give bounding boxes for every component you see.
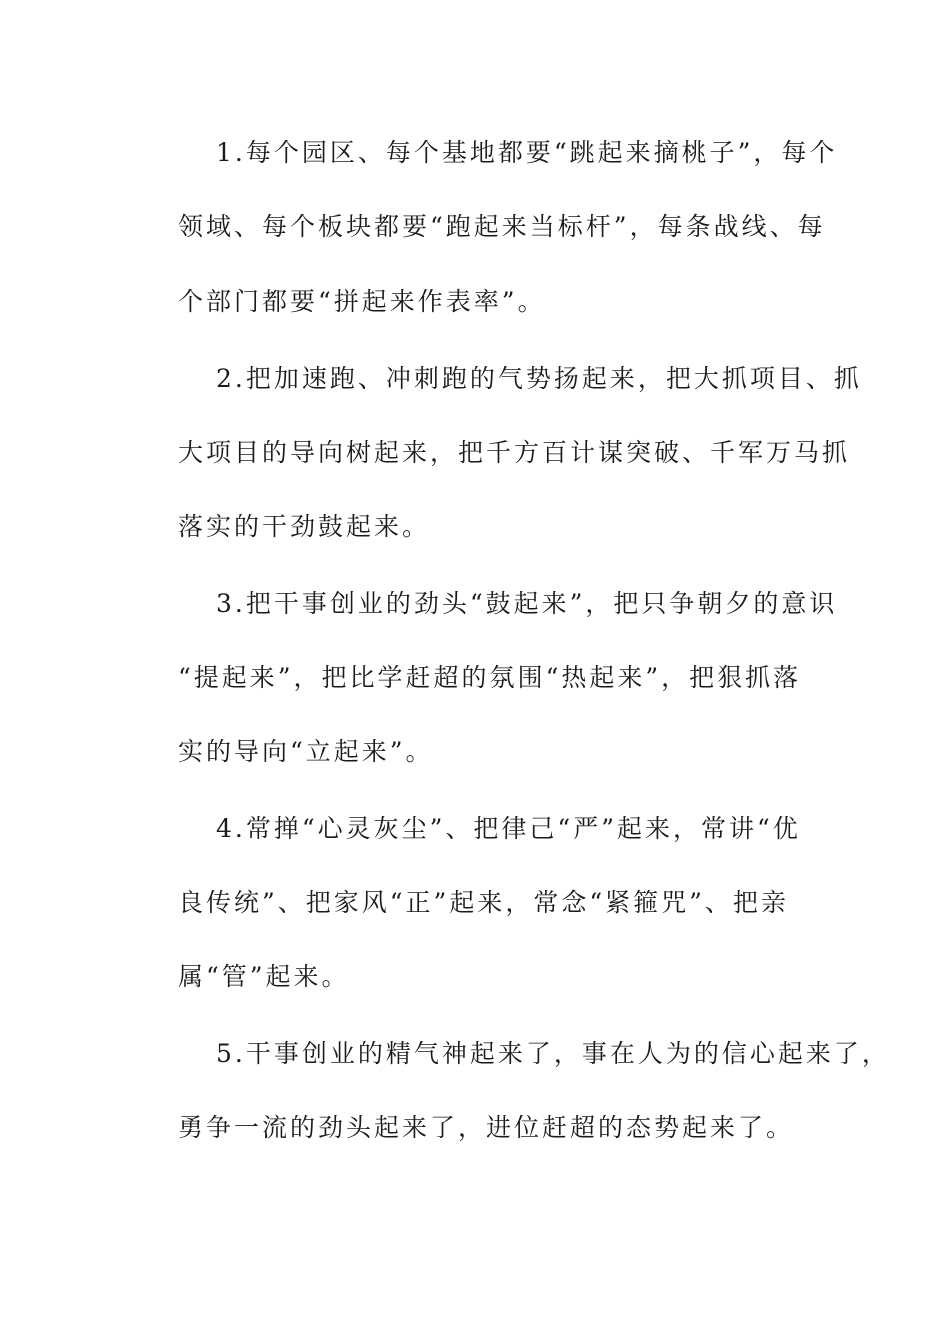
paragraph-3-line-1: 3.把干事创业的劲头“鼓起来”，把只争朝夕的意识 (216, 589, 838, 618)
paragraph-4-line-1: 4.常掸“心灵灰尘”、把律己“严”起来，常讲“优 (216, 814, 801, 843)
paragraph-4-line-2: 良传统”、把家风“正”起来，常念“紧箍咒”、把亲 (178, 888, 789, 917)
paragraph-5-line-2: 勇争一流的劲头起来了，进位赶超的态势起来了。 (178, 1113, 795, 1142)
paragraph-1-line-3: 个部门都要“拼起来作表率”。 (178, 287, 546, 316)
paragraph-1-line-1: 1.每个园区、每个基地都要“跳起来摘桃子”，每个 (216, 138, 838, 167)
paragraph-2-line-3: 落实的干劲鼓起来。 (178, 512, 431, 541)
paragraph-4-line-3: 属“管”起来。 (178, 962, 350, 991)
paragraph-2-line-2: 大项目的导向树起来，把千方百计谋突破、千军万马抓 (178, 438, 851, 467)
paragraph-5-line-1: 5.干事创业的精气神起来了，事在人为的信心起来了， (216, 1039, 890, 1068)
paragraph-1-line-2: 领域、每个板块都要“跑起来当标杆”，每条战线、每 (178, 212, 826, 241)
paragraph-3-line-2: “提起来”，把比学赶超的氛围“热起来”，把狠抓落 (178, 663, 802, 692)
paragraph-3-line-3: 实的导向“立起来”。 (178, 737, 434, 766)
paragraph-2-line-1: 2.把加速跑、冲刺跑的气势扬起来，把大抓项目、抓 (216, 364, 862, 393)
